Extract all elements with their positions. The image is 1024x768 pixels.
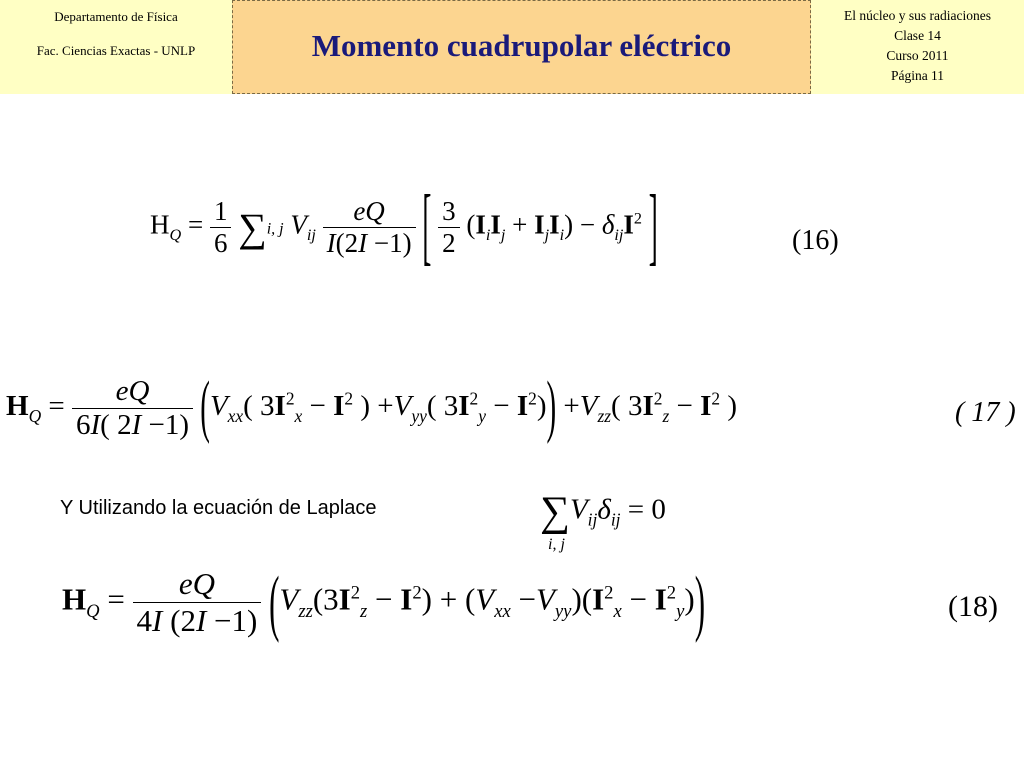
equation-17: $H_Q$ = $\frac{eQ}{6I( 2I -1)}$ ($V_{xx}$( $3I^2_x - I^2$ ) $+V_{yy}$( $3I^2_y - I^2)) +V_{zz}$( $3I^2_z - I^2$ ) — [6, 368, 738, 446]
equation-18-label: (18) — [948, 590, 998, 623]
laplace-equation: $\sum V_{ij}\delta_{ij} = 0$ i, j — [540, 489, 666, 553]
page-number: Página 11 — [890, 68, 945, 83]
equation-16-label: (16) — [792, 225, 839, 256]
course-name: El núcleo y sus radiaciones — [844, 8, 991, 23]
header-right-panel — [811, 0, 1024, 94]
equation-18: $H_Q$ = $\frac{eQ}{4I (2I -1)}$ $(V_{zz}(3I^2_z - I^2) + (V_{xx} -V_{yy})(I^2_x - I^2_y))$ — [62, 559, 706, 644]
department-label: Departamento de Física — [54, 9, 178, 24]
class-number: Clase 14 — [894, 28, 941, 43]
laplace-caption: Y Utilizando la ecuación de Laplace — [60, 497, 377, 519]
faculty-label: Fac. Ciencias Exactas - UNLP — [36, 43, 196, 58]
equation-16: $H_Q$ = $\frac{1}{6}$ ∑i, j $V_{ij}$ $\frac{eQ}{I(2I -1)}$ [ $\frac{3}{2}$ $(I_iI_j + I_jI_i) - \delta_{ij}I^2$ ] — [150, 177, 658, 274]
header-left-panel — [0, 0, 232, 94]
course-year: Curso 2011 — [886, 48, 949, 63]
equation-17-label: ( 17 ) — [955, 397, 1016, 428]
page-title: Momento cuadrupolar eléctrico — [311, 28, 732, 63]
header-title-panel — [232, 0, 811, 94]
